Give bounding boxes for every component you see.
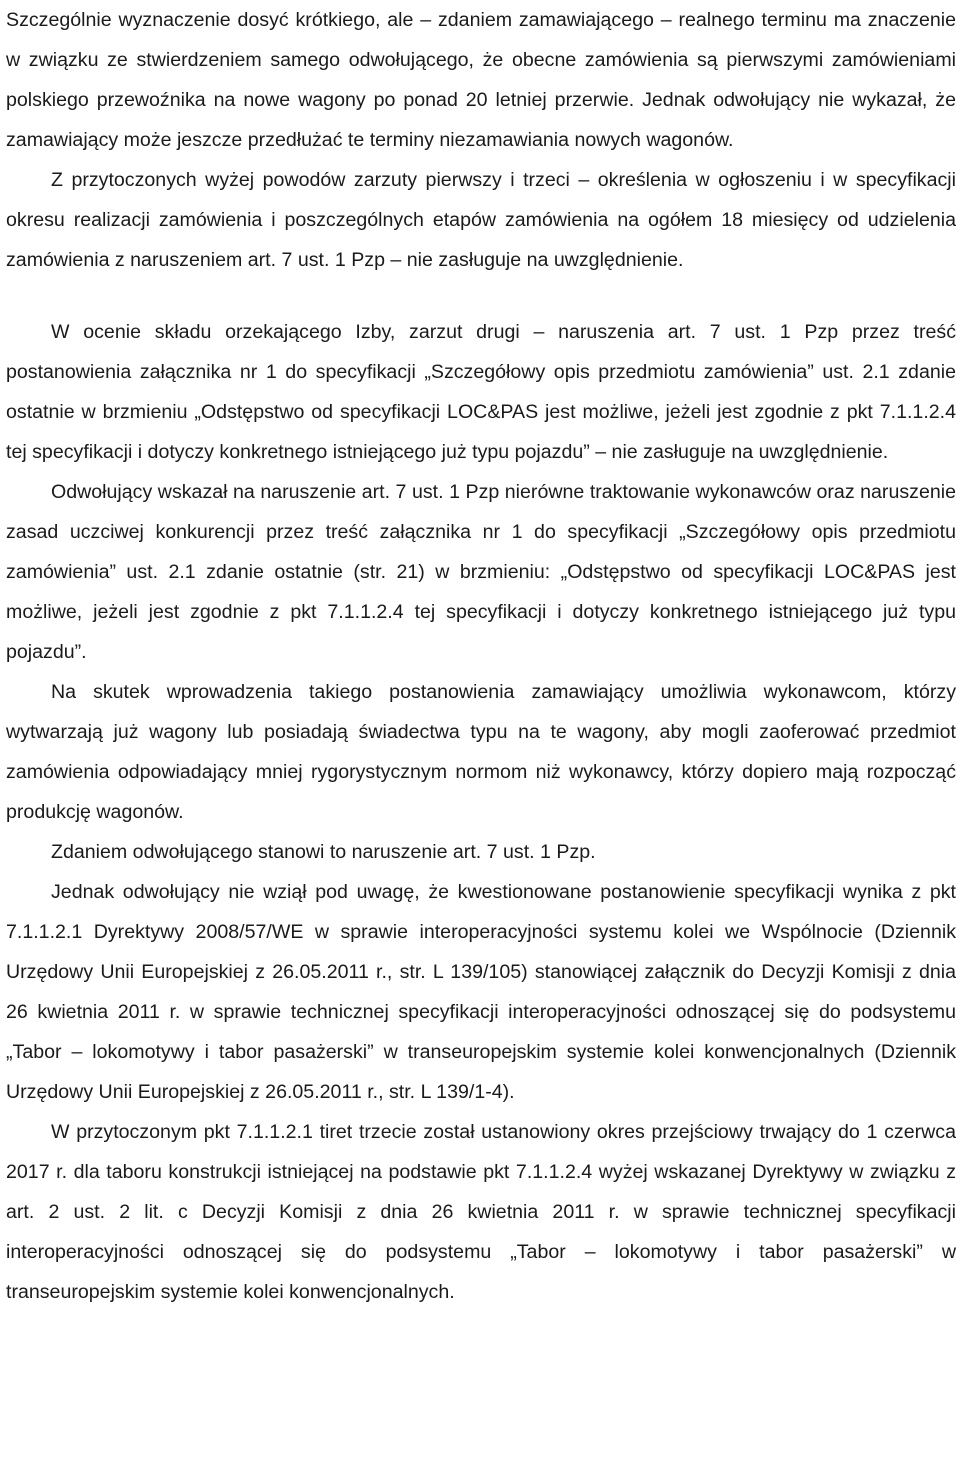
paragraph-transition-period: W przytoczonym pkt 7.1.1.2.1 tiret trzecie został ustanowiony okres przejściowy trwający do 1 czerwca 2017 r. dla taboru konstrukcji istniejącej na podstawie pkt 7.1.1.2.4 wyżej wskazanej Dyrektywy w związku z art. 2 ust. 2 lit. c Decyzji Komisji z dnia 26 kwietnia 2011 r. w sprawie technicznej specyfikacji interoperacyjności odnoszącej się do podsystemu „Tabor – lokomotywy i tabor pasażerski” w transeuropejskim systemie kolei konwencjonalnych. [6, 1121, 956, 1303]
paragraph-appellant-opinion: Zdaniem odwołującego stanowi to naruszenie art. 7 ust. 1 Pzp. [51, 841, 596, 863]
paragraph-directive-source: Jednak odwołujący nie wziął pod uwagę, że kwestionowane postanowienie specyfikacji wynika z pkt 7.1.1.2.1 Dyrektywy 2008/57/WE w sprawie interoperacyjności systemu kolei we Wspólnocie (Dziennik Urzędowy Unii Europejskiej z 26.05.2011 r., str. L 139/105) stanowiącej załącznik do Decyzji Komisji z dnia 26 kwietnia 2011 r. w sprawie technicznej specyfikacji interoperacyjności odnoszącej się do podsystemu „Tabor – lokomotywy i tabor pasażerski” w transeuropejskim systemie kolei konwencjonalnych (Dziennik Urzędowy Unii Europejskiej z 26.05.2011 r., str. L 139/1-4). [6, 881, 956, 1103]
paragraph-second-charge: W ocenie składu orzekającego Izby, zarzut drugi – naruszenia art. 7 ust. 1 Pzp przez treść postanowienia załącznika nr 1 do specyfikacji „Szczegółowy opis przedmiotu zamówienia” ust. 2.1 zdanie ostatnie w brzmieniu „Odstępstwo od specyfikacji LOC&PAS jest możliwe, jeżeli jest zgodnie z pkt 7.1.1.2.4 tej specyfikacji i dotyczy konkretnego istniejącego już typu pojazdu” – nie zasługuje na uwzględnienie. [6, 321, 956, 463]
paragraph-first-third-charge: Z przytoczonych wyżej powodów zarzuty pierwszy i trzeci – określenia w ogłoszeniu i w specyfikacji okresu realizacji zamówienia i poszczególnych etapów zamówienia na ogółem 18 miesięcy od udzielenia zamówienia z naruszeniem art. 7 ust. 1 Pzp – nie zasługuje na uwzględnienie. [6, 169, 956, 271]
paragraph-deadline-significance: Szczególnie wyznaczenie dosyć krótkiego, ale – zdaniem zamawiającego – realnego terminu ma znaczenie w związku ze stwierdzeniem samego odwołującego, że obecne zamówienia są pierwszymi zamówieniami polskiego przewoźnika na nowe wagony po ponad 20 letniej przerwie. Jednak odwołujący nie wykazał, że zamawiający może jeszcze przedłużać te terminy niezamawiania nowych wagonów. [6, 9, 956, 151]
paragraph-consequence: Na skutek wprowadzenia takiego postanowienia zamawiający umożliwia wykonawcom, którzy wytwarzają już wagony lub posiadają świadectwa typu na te wagony, aby mogli zaoferować przedmiot zamówienia odpowiadający mniej rygorystycznym normom niż wykonawcy, którzy dopiero mają rozpocząć produkcję wagonów. [6, 681, 956, 823]
document-page [6, 0, 956, 1312]
paragraph-appellant-claim: Odwołujący wskazał na naruszenie art. 7 ust. 1 Pzp nierówne traktowanie wykonawców oraz naruszenie zasad uczciwej konkurencji przez treść załącznika nr 1 do specyfikacji „Szczegółowy opis przedmiotu zamówienia” ust. 2.1 zdanie ostatnie (str. 21) w brzmieniu: „Odstępstwo od specyfikacji LOC&PAS jest możliwe, jeżeli jest zgodnie z pkt 7.1.1.2.4 tej specyfikacji i dotyczy konkretnego istniejącego już typu pojazdu”. [6, 481, 956, 663]
